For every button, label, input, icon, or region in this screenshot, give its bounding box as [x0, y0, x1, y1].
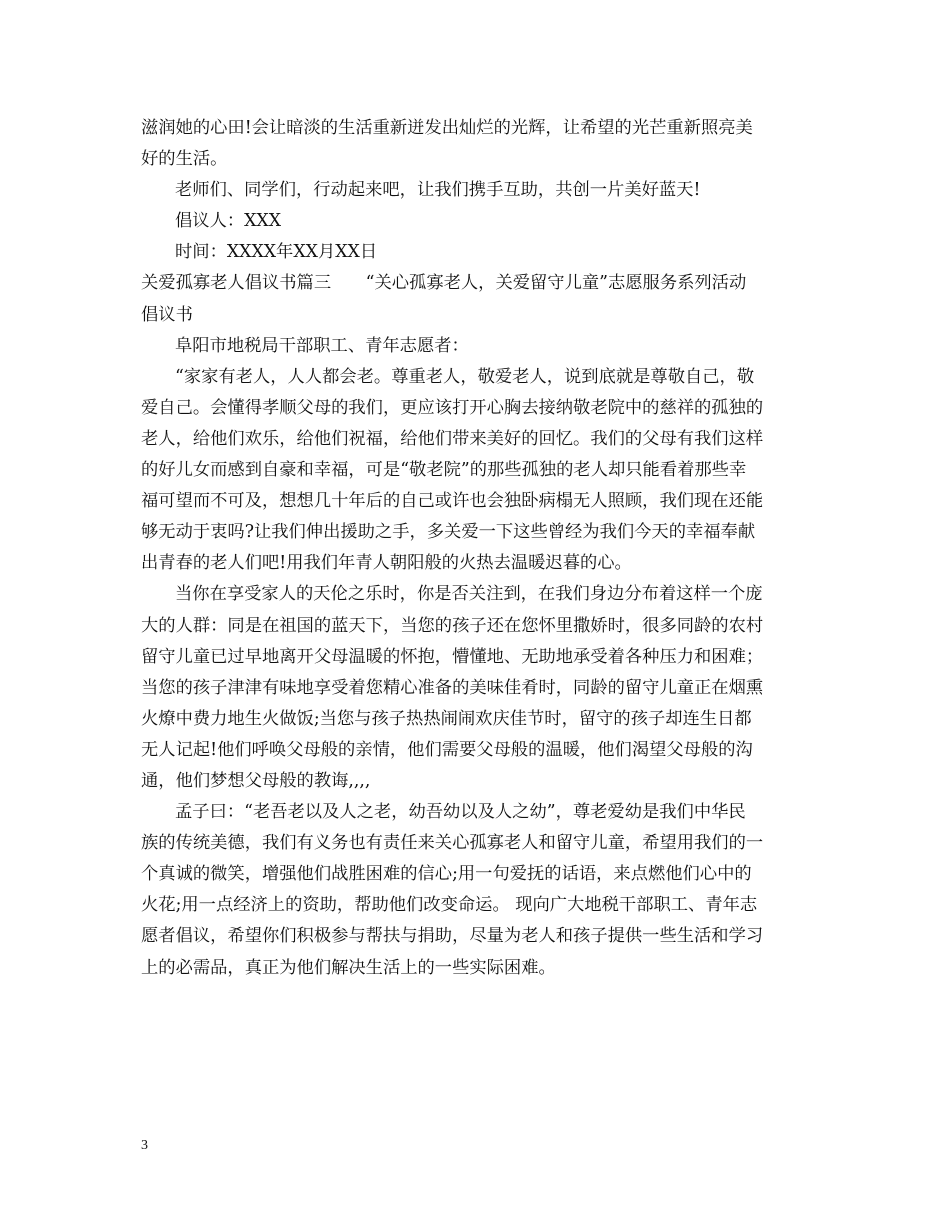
document-body: [141, 113, 811, 984]
text-line: 阜阳市地税局干部职工、青年志愿者：: [175, 335, 469, 356]
text-line: 出青春的老人们吧!用我们年青人朝阳般的火热去温暖迟暮的心。: [141, 553, 632, 574]
text-line: 通，他们梦想父母般的教诲,,,,: [141, 770, 371, 791]
text-line: 当您的孩子津津有味地享受着您精心准备的美味佳肴时，同龄的留守儿童正在烟熏: [141, 677, 764, 698]
text-line: 老人，给他们欢乐，给他们祝福，给他们带来美好的回忆。我们的父母有我们这样: [141, 428, 764, 449]
text-line: 爱自己。会懂得孝顺父母的我们，更应该打开心胸去接纳敬老院中的慈祥的孤独的: [141, 397, 764, 418]
text-line: 族的传统美德，我们有义务也有责任来关心孤寡老人和留守儿童，希望用我们的一: [141, 833, 764, 854]
text-line: 老师们、同学们，行动起来吧，让我们携手互助，共创一片美好蓝天!: [175, 180, 701, 201]
text-line: 时间：XXXX年XX月XX日: [175, 242, 378, 263]
text-line: 火燎中费力地生火做饭;当您与孩子热热闹闹欢庆佳节时，留守的孩子却连生日都: [141, 708, 752, 729]
text-line: 大的人群：同是在祖国的蓝天下，当您的孩子还在您怀里撒娇时，很多同龄的农村: [141, 615, 764, 636]
text-line: 留守儿童已过早地离开父母温暖的怀抱，懵懂地、无助地承受着各种压力和困难；: [141, 646, 764, 667]
text-line: 当你在享受家人的天伦之乐时，你是否关注到，在我们身边分布着这样一个庞: [175, 584, 763, 605]
text-line: 无人记起!他们呼唤父母般的亲情，他们需要父母般的温暖，他们渴望父母般的沟: [141, 739, 753, 760]
text-line: 个真诚的微笑，增强他们战胜困难的信心;用一句爱抚的话语，来点燃他们心中的: [141, 864, 752, 885]
page-number: 3: [141, 1138, 148, 1153]
text-line: 倡议书: [141, 304, 193, 325]
text-line: 滋润她的心田!会让暗淡的生活重新迸发出灿烂的光辉，让希望的光芒重新照亮美: [141, 118, 753, 138]
text-line: 好的生活。: [141, 149, 228, 170]
text-line: 够无动于衷吗?让我们伸出援助之手，多关爱一下这些曾经为我们今天的幸福奉献: [141, 522, 756, 543]
text-line: 关爱孤寡老人倡议书篇三 “关心孤寡老人，关爱留守儿童”志愿服务系列活动: [141, 273, 747, 294]
text-line: 孟子曰：“老吾老以及人之老，幼吾幼以及人之幼”，尊老爱幼是我们中华民: [175, 802, 746, 823]
text-line: “家家有老人，人人都会老。尊重老人，敬爱老人，说到底就是尊敬自己，敬: [175, 366, 755, 387]
text-line: 倡议人：XXX: [175, 211, 282, 232]
text-line: 福可望而不可及，想想几十年后的自己或许也会独卧病榻无人照顾，我们现在还能: [141, 491, 764, 512]
text-line: 的好儿女而感到自豪和幸福，可是“敬老院”的那些孤独的老人却只能看着那些幸: [141, 460, 747, 481]
text-line: 愿者倡议，希望你们积极参与帮扶与捐助，尽量为老人和孩子提供一些生活和学习: [141, 926, 764, 947]
text-line: 火花;用一点经济上的资助，帮助他们改变命运。 现向广大地税干部职工、青年志: [141, 895, 758, 916]
text-line: 上的必需品，真正为他们解决生活上的一些实际困难。: [141, 957, 556, 978]
